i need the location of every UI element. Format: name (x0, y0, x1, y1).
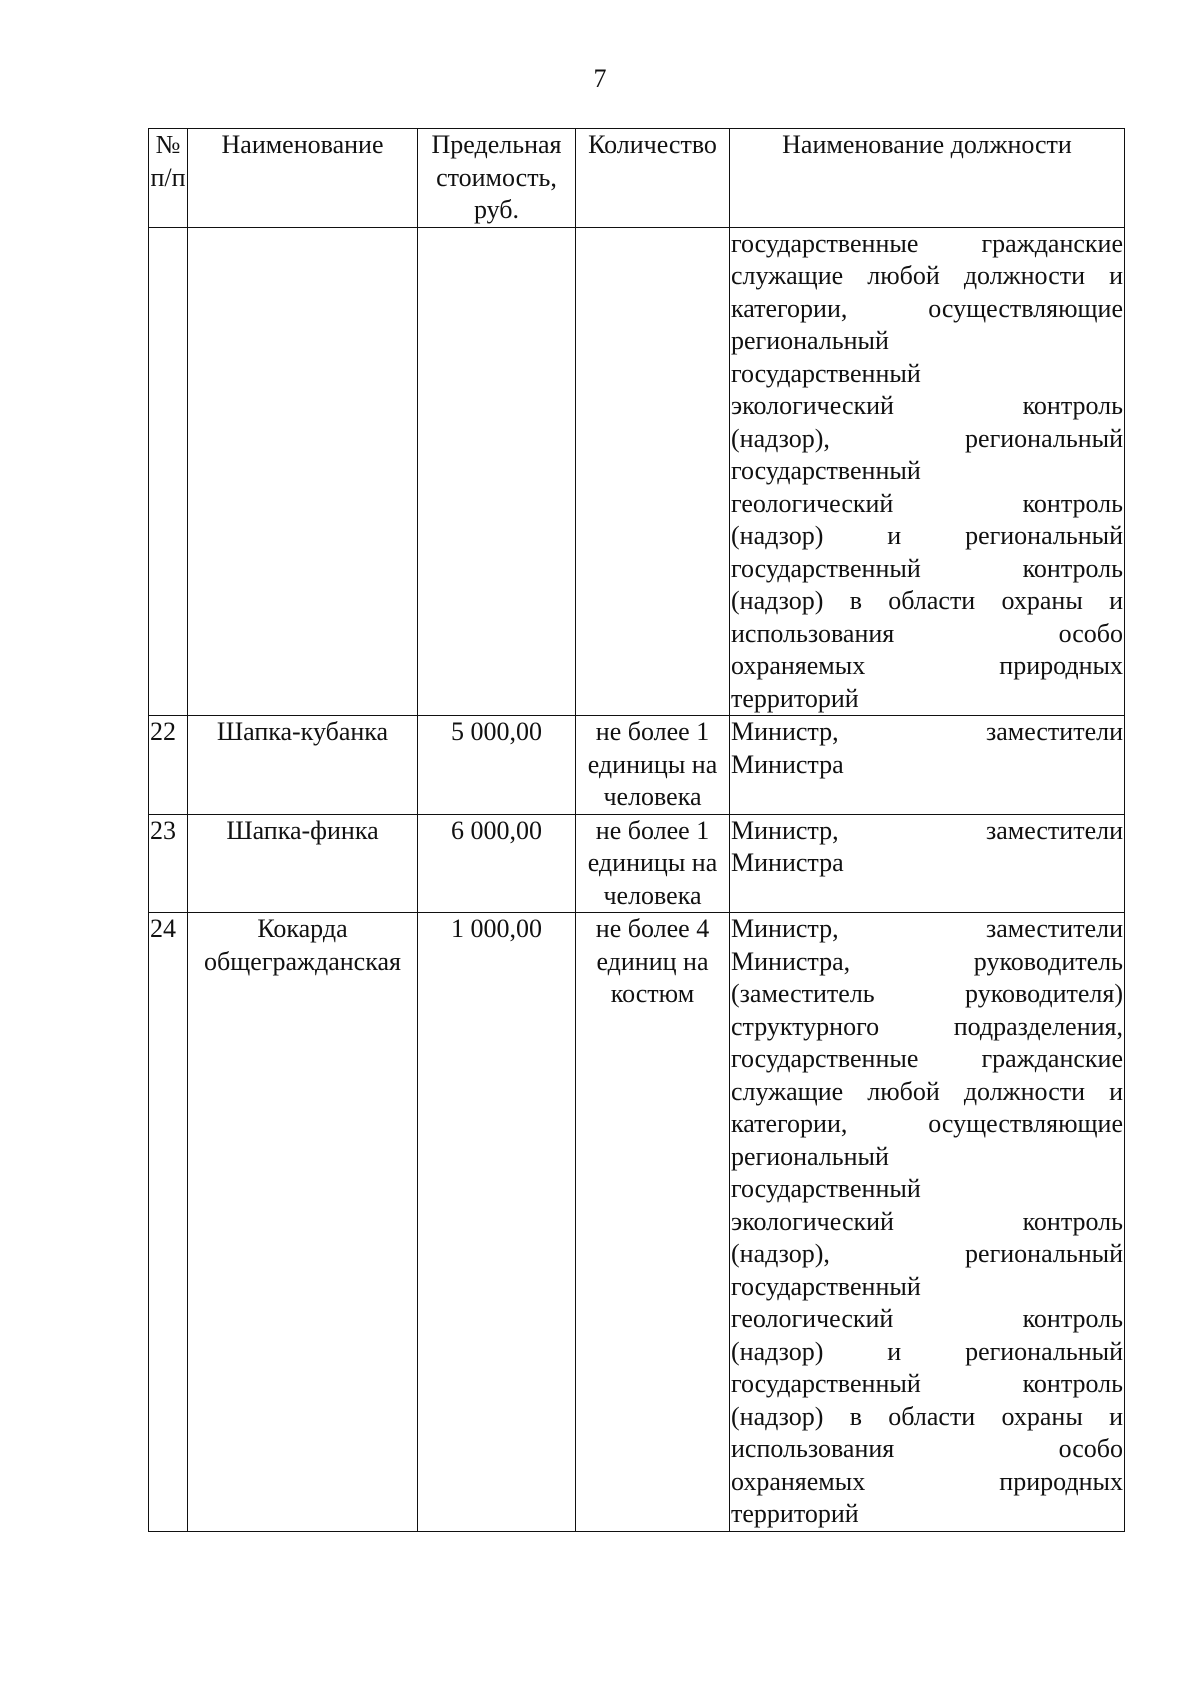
table-row (149, 814, 1125, 913)
quantity-cell (576, 227, 730, 716)
header-quantity: Количество (576, 129, 730, 228)
item-name-cell (188, 227, 418, 716)
position-cell (730, 716, 1125, 815)
item-name-cell: Шапка-кубанка (188, 716, 418, 815)
position-line: государственный (731, 456, 921, 485)
position-line: использования особо (731, 618, 1123, 648)
table-row (149, 227, 1125, 716)
price-cell: 5 000,00 (418, 716, 576, 815)
position-line: государственный (731, 1271, 921, 1301)
position-line: категории, осуществляющие (731, 1109, 1123, 1138)
position-line: Министр, заместители (731, 717, 1123, 746)
position-line: охраняемых природных (731, 1466, 1123, 1496)
item-name-cell: Шапка-финка (188, 814, 418, 913)
position-line: (надзор) и региональный (731, 521, 1123, 550)
position-line: региональный (731, 1141, 889, 1171)
price-cell (418, 227, 576, 716)
item-name-cell: Кокарда общегражданская (188, 913, 418, 1532)
header-number: № п/п (149, 129, 188, 228)
position-line: категории, осуществляющие (731, 293, 1123, 323)
position-line: структурного подразделения, (731, 1011, 1123, 1041)
position-line: Министр, заместители (731, 914, 1123, 943)
row-number-cell: 22 (149, 716, 188, 815)
position-line: государственный (731, 358, 921, 388)
row-number-cell: 24 (149, 913, 188, 1532)
position-line: Министра, руководитель (731, 946, 1123, 976)
position-line: Министра (731, 848, 844, 877)
header-name: Наименование (188, 129, 418, 228)
position-line: (надзор), региональный (731, 1239, 1123, 1268)
position-line: Министр, заместители (731, 815, 1123, 845)
position-line: государственный контроль (731, 553, 1123, 583)
row-number-cell: 23 (149, 814, 188, 913)
page-number: 7 (593, 64, 607, 93)
position-line: (надзор) в области охраны и (731, 1401, 1123, 1431)
position-line: экологический контроль (731, 391, 1123, 420)
position-line: (надзор) в области охраны и (731, 586, 1123, 615)
position-line: (заместитель руководителя) (731, 979, 1123, 1008)
position-line: Министра (731, 749, 844, 779)
table-row (149, 716, 1125, 815)
positions-table (148, 128, 1125, 1532)
position-line: служащие любой должности и (731, 261, 1123, 290)
quantity-cell: не более 4 единиц на костюм (576, 913, 730, 1532)
quantity-cell: не более 1 единицы на человека (576, 814, 730, 913)
table-body (149, 227, 1125, 1531)
position-line: геологический контроль (731, 1304, 1123, 1333)
position-line: региональный (731, 326, 889, 355)
table-row (149, 913, 1125, 1532)
position-line: экологический контроль (731, 1206, 1123, 1236)
position-line: служащие любой должности и (731, 1076, 1123, 1106)
price-cell: 6 000,00 (418, 814, 576, 913)
table-header-row (149, 129, 1125, 228)
position-line: территорий (731, 683, 859, 713)
row-number-cell (149, 227, 188, 716)
quantity-cell: не более 1 единицы на человека (576, 716, 730, 815)
position-line: государственный контроль (731, 1369, 1123, 1398)
position-cell (730, 814, 1125, 913)
position-cell (730, 913, 1125, 1532)
position-line: (надзор), региональный (731, 423, 1123, 453)
position-line: государственные гражданские (731, 228, 1123, 258)
header-position: Наименование должности (730, 129, 1125, 228)
position-line: (надзор) и региональный (731, 1336, 1123, 1366)
price-cell: 1 000,00 (418, 913, 576, 1532)
position-line: использования особо (731, 1434, 1123, 1463)
position-cell (730, 227, 1125, 716)
header-price: Предельная стоимость, руб. (418, 129, 576, 228)
position-line: охраняемых природных (731, 651, 1123, 680)
position-line: геологический контроль (731, 488, 1123, 518)
position-line: территорий (731, 1499, 859, 1528)
position-line: государственные гражданские (731, 1044, 1123, 1073)
position-line: государственный (731, 1174, 921, 1203)
